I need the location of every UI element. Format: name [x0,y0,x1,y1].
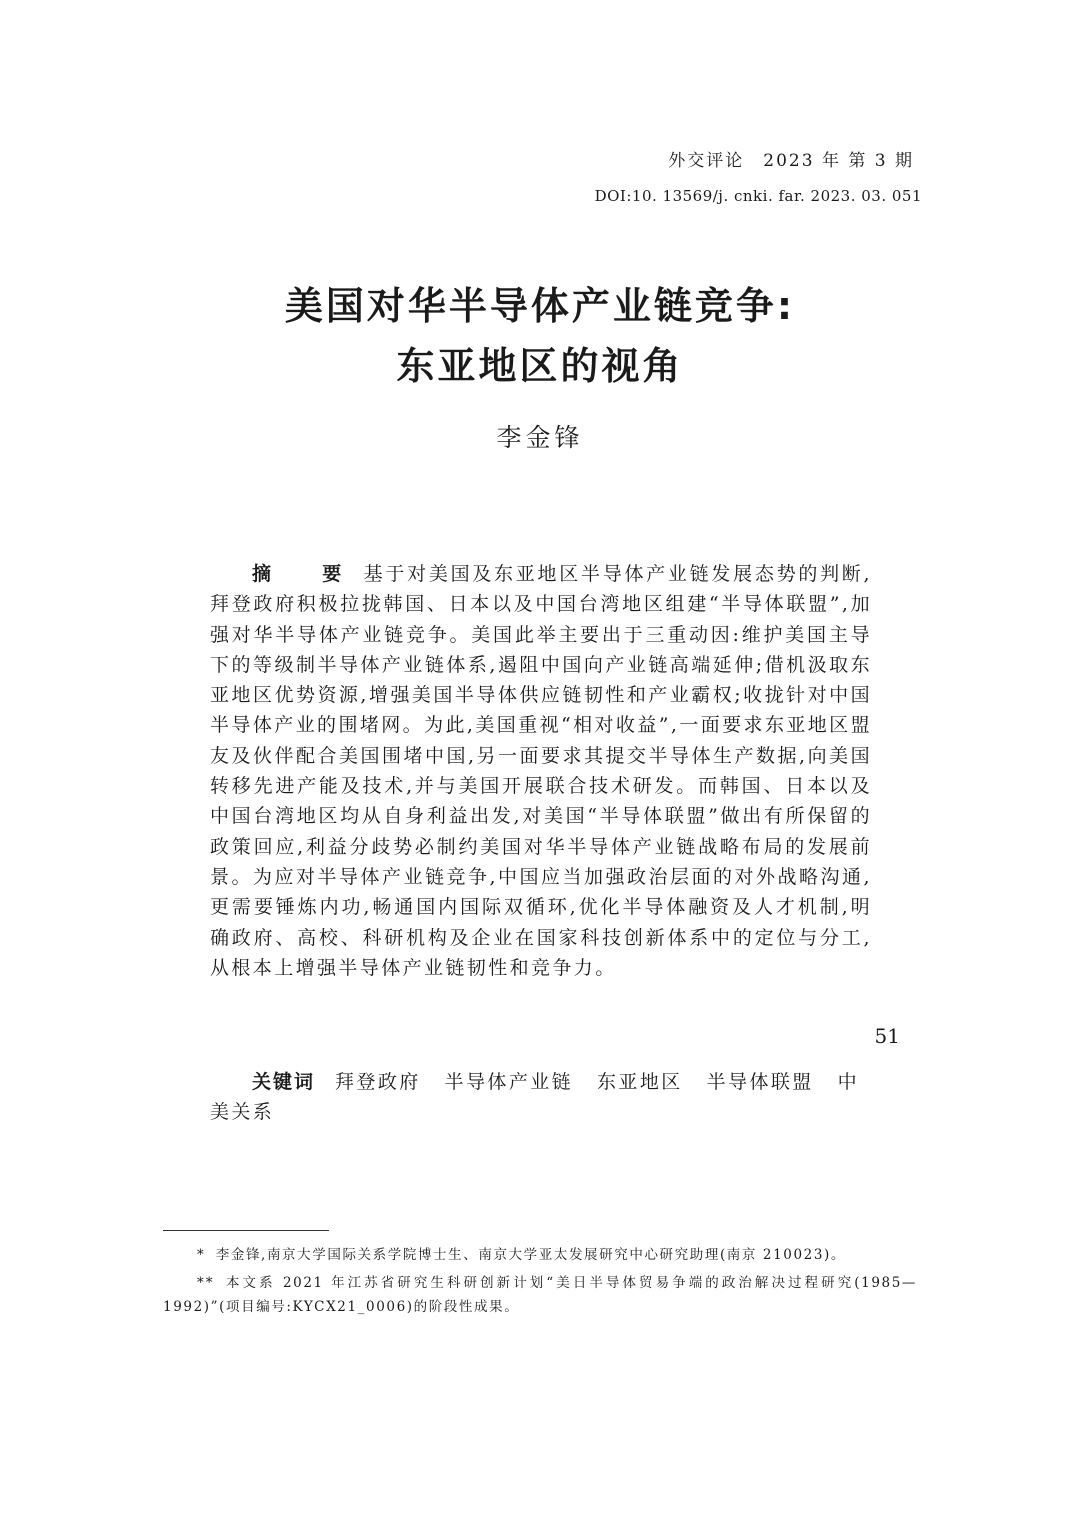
title-line-1: 美国对华半导体产业链竞争: [284,284,796,328]
keywords [210,1067,872,1128]
abstract [210,559,872,983]
footnote-mark: * [197,1247,206,1263]
journal-header: 外交评论 2023 年 第 3 期 [668,151,914,171]
keyword: 东亚地区 [597,1071,683,1093]
author: 李金锋 [496,423,584,452]
footnote-mark: ** [197,1275,215,1291]
footnote-text: 本文系 2021 年江苏省研究生科研创新计划“美日半导体贸易争端的政治解决过程研究(1985—1992)”(项目编号:KYCX21_0006)的阶段性成果。 [163,1275,917,1315]
doi: DOI:10. 13569/j. cnki. far. 2023. 03. 051 [594,187,922,205]
keyword: 中美关系 [210,1071,860,1124]
page-number: 51 [874,1024,900,1048]
keyword: 拜登政府 [335,1071,421,1093]
footnote-divider [163,1230,329,1231]
keyword: 半导体联盟 [706,1071,814,1093]
keywords-label: 关键词 [252,1071,316,1093]
abstract-label: 摘 要 [252,563,364,585]
footnote [163,1271,917,1319]
footnotes [163,1243,917,1323]
footnote [163,1243,917,1267]
footnote-text: 李金锋,南京大学国际关系学院博士生、南京大学亚太发展研究中心研究助理(南京 210023)。 [215,1247,846,1263]
keyword: 半导体产业链 [444,1071,574,1093]
abstract-text: 基于对美国及东亚地区半导体产业链发展态势的判断,拜登政府积极拉拢韩国、日本以及中国台湾地区组建“半导体联盟”,加强对华半导体产业链竞争。美国此举主要出于三重动因:维护美国主导下的等级制半导体产业链体系,遏阻中国向产业链高端延伸;借机汲取东亚地区优势资源,增强美国半导体供应链韧性和产业霸权;收拢针对中国半导体产业的围堵网。为此,美国重视“相对收益”,一面要求东亚地区盟友及伙伴配合美国围堵中国,另一面要求其提交半导体生产数据,向美国转移先进产能及技术,并与美国开展联合技术研发。而韩国、日本以及中国台湾地区均从自身利益出发,对美国“半导体联盟”做出有所保留的政策回应,利益分歧势必制约美国对华半导体产业链战略布局的发展前景。为应对半导体产业链竞争,中国应当加强政治层面的对外战略沟通,更需要锤炼内功,畅通国内国际双循环,优化半导体融资及人才机制,明确政府、高校、科研机构及企业在国家科技创新体系中的定位与分工,从根本上增强半导体产业链韧性和竞争力。 [210,563,872,979]
title-line-2: 东亚地区的视角 [396,344,684,388]
